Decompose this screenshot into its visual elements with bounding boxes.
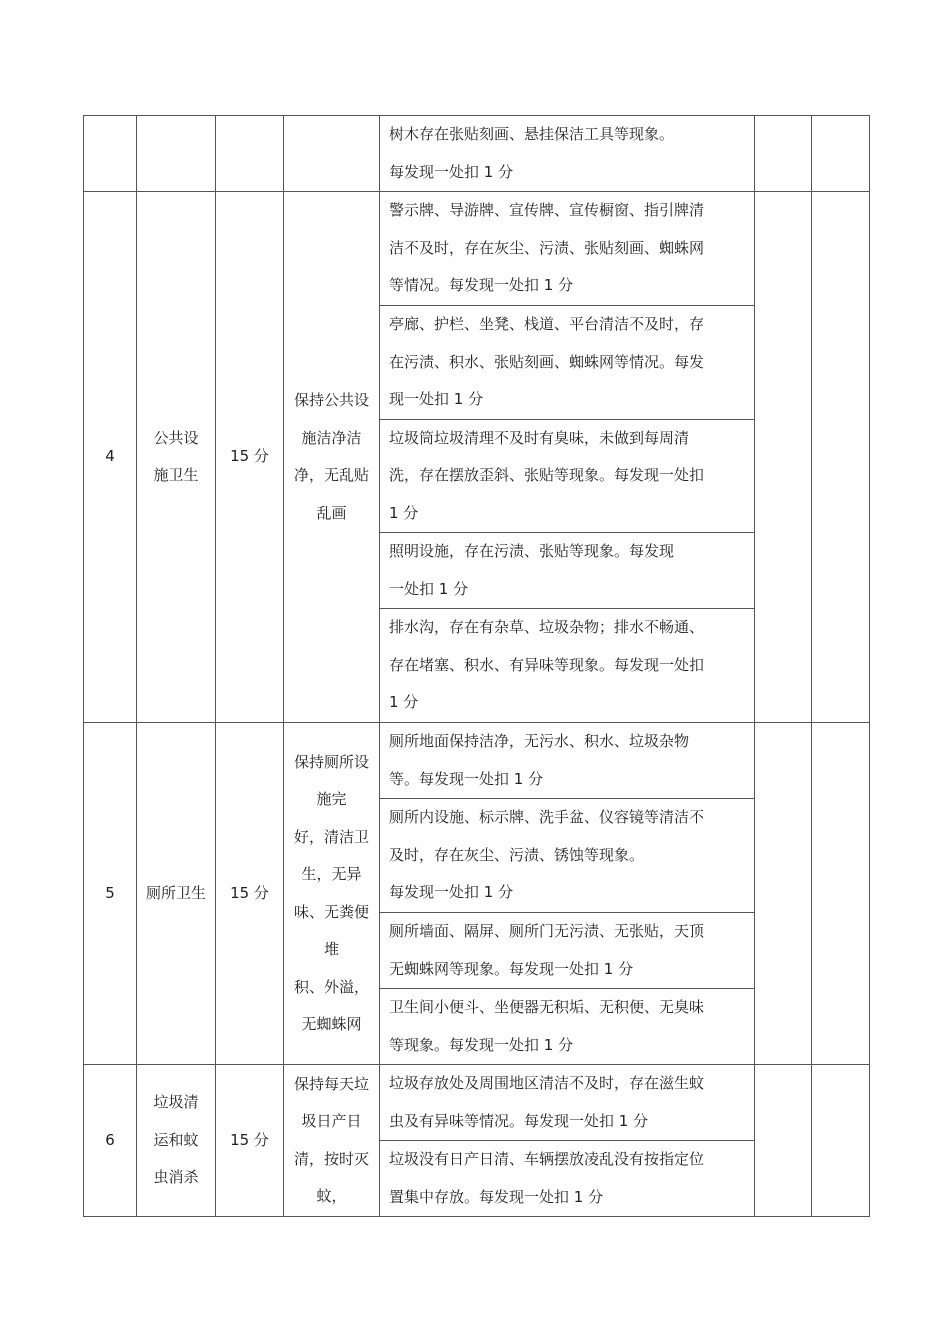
requirement-cell	[284, 116, 380, 192]
criteria-cell: 卫生间小便斗、坐便器无积垢、无积便、无臭味 等现象。每发现一处扣 1 分	[380, 989, 755, 1065]
criteria-cell: 垃圾没有日产日清、车辆摆放凌乱没有按指定位 置集中存放。每发现一处扣 1 分	[380, 1141, 755, 1217]
remarks-cell	[812, 116, 870, 192]
deduction-cell	[755, 192, 812, 723]
deduction-cell	[755, 1065, 812, 1217]
criteria-cell: 垃圾存放处及周围地区清洁不及时，存在滋生蚊 虫及有异味等情况。每发现一处扣 1 分	[380, 1065, 755, 1141]
table-row	[84, 1065, 870, 1141]
row-number-cell: 5	[84, 723, 137, 1065]
score-cell: 15 分	[216, 192, 284, 723]
requirement-cell: 保持公共设 施洁净洁 净，无乱贴 乱画	[284, 192, 380, 723]
item-name-cell	[137, 116, 216, 192]
criteria-cell: 厕所墙面、隔屏、厕所门无污渍、无张贴，天顶 无蜘蛛网等现象。每发现一处扣 1 分	[380, 913, 755, 989]
table-row	[84, 723, 870, 799]
deduction-cell	[755, 116, 812, 192]
criteria-cell: 厕所地面保持洁净，无污水、积水、垃圾杂物 等。每发现一处扣 1 分	[380, 723, 755, 799]
remarks-cell	[812, 723, 870, 1065]
requirement-cell: 保持厕所设 施完 好，清洁卫 生，无异 味、无粪便 堆 积、外溢， 无蜘蛛网	[284, 723, 380, 1065]
row-number-cell: 4	[84, 192, 137, 723]
remarks-cell	[812, 1065, 870, 1217]
criteria-cell: 厕所内设施、标示牌、洗手盆、仪容镜等清洁不 及时，存在灰尘、污渍、锈蚀等现象。 每发现一处扣 1 分	[380, 799, 755, 913]
score-cell: 15 分	[216, 723, 284, 1065]
requirement-cell: 保持每天垃 圾日产日 清，按时灭 蚊，	[284, 1065, 380, 1217]
criteria-cell: 树木存在张贴刻画、悬挂保洁工具等现象。 每发现一处扣 1 分	[380, 116, 755, 192]
score-cell	[216, 116, 284, 192]
row-number-cell	[84, 116, 137, 192]
criteria-cell: 照明设施，存在污渍、张贴等现象。每发现 一处扣 1 分	[380, 533, 755, 609]
criteria-cell: 垃圾筒垃圾清理不及时有臭味，未做到每周清 洗，存在摆放歪斜、张贴等现象。每发现一处扣 1 分	[380, 419, 755, 533]
item-name-cell: 厕所卫生	[137, 723, 216, 1065]
table-row	[84, 116, 870, 192]
criteria-cell: 警示牌、导游牌、宣传牌、宣传橱窗、指引牌清 洁不及时，存在灰尘、污渍、张贴刻画、蜘蛛网 等情况。每发现一处扣 1 分	[380, 192, 755, 306]
row-number-cell: 6	[84, 1065, 137, 1217]
deduction-cell	[755, 723, 812, 1065]
remarks-cell	[812, 192, 870, 723]
item-name-cell: 垃圾清 运和蚊 虫消杀	[137, 1065, 216, 1217]
item-name-cell: 公共设 施卫生	[137, 192, 216, 723]
assessment-table	[83, 115, 870, 1217]
criteria-cell: 亭廊、护栏、坐凳、栈道、平台清洁不及时，存 在污渍、积水、张贴刻画、蜘蛛网等情况。每发 现一处扣 1 分	[380, 306, 755, 420]
score-cell: 15 分	[216, 1065, 284, 1217]
table-row	[84, 192, 870, 306]
criteria-cell: 排水沟，存在有杂草、垃圾杂物；排水不畅通、 存在堵塞、积水、有异味等现象。每发现一处扣 1 分	[380, 609, 755, 723]
